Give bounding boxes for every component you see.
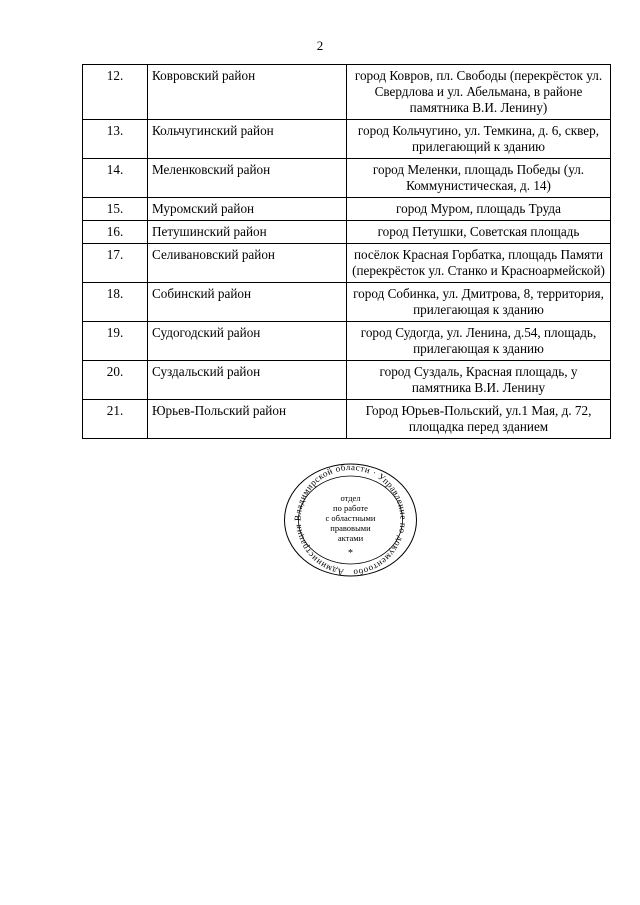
table-row (83, 361, 611, 400)
official-stamp (278, 462, 423, 582)
stamp-line: правовыми (330, 523, 371, 533)
location-address: город Меленки, площадь Победы (ул. Коммунистическая, д. 14) (347, 159, 611, 198)
district-name: Селивановский район (148, 244, 347, 283)
page-number: 2 (316, 38, 324, 53)
district-name: Судогодский район (148, 322, 347, 361)
table-row (83, 198, 611, 221)
district-name: Суздальский район (148, 361, 347, 400)
row-number: 21. (83, 400, 148, 439)
district-name: Ковровский район (148, 65, 347, 120)
location-address: город Судогда, ул. Ленина, д.54, площадь, прилегающая к зданию (347, 322, 611, 361)
location-address: город Ковров, пл. Свободы (перекрёсток ул. Свердлова и ул. Абельмана, в районе памятника В.И. Ленину) (347, 65, 611, 120)
stamp-center (278, 462, 423, 582)
location-address: город Собинка, ул. Дмитрова, 8, территория, прилегающая к зданию (347, 283, 611, 322)
district-name: Петушинский район (148, 221, 347, 244)
row-number: 12. (83, 65, 148, 120)
location-address: город Кольчугино, ул. Темкина, д. 6, сквер, прилегающий к зданию (347, 120, 611, 159)
row-number: 19. (83, 322, 148, 361)
district-name: Юрьев-Польский район (148, 400, 347, 439)
star-icon: * (348, 548, 353, 559)
row-number: 18. (83, 283, 148, 322)
stamp-ring-text: Администрация Владимирской области · Управление по документообо (292, 462, 409, 578)
row-number: 14. (83, 159, 148, 198)
row-number: 16. (83, 221, 148, 244)
stamp-line: отдел (340, 493, 361, 503)
row-number: 15. (83, 198, 148, 221)
district-name: Собинский район (148, 283, 347, 322)
stamp-line: с областными (325, 513, 376, 523)
locations-table (82, 64, 611, 439)
table-row (83, 322, 611, 361)
location-address: посёлок Красная Горбатка, площадь Памяти (перекрёсток ул. Станко и Красноармейской) (347, 244, 611, 283)
location-address: город Суздаль, Красная площадь, у памятника В.И. Ленину (347, 361, 611, 400)
table-row (83, 400, 611, 439)
table-row (83, 283, 611, 322)
location-address: город Петушки, Советская площадь (347, 221, 611, 244)
district-name: Кольчугинский район (148, 120, 347, 159)
table-row (83, 120, 611, 159)
district-name: Муромский район (148, 198, 347, 221)
stamp-line: актами (337, 533, 364, 543)
table-row (83, 221, 611, 244)
table-row (83, 244, 611, 283)
district-name: Меленковский район (148, 159, 347, 198)
location-address: город Муром, площадь Труда (347, 198, 611, 221)
row-number: 13. (83, 120, 148, 159)
location-address: Город Юрьев-Польский, ул.1 Мая, д. 72, площадка перед зданием (347, 400, 611, 439)
row-number: 20. (83, 361, 148, 400)
table-row (83, 65, 611, 120)
table-row (83, 159, 611, 198)
row-number: 17. (83, 244, 148, 283)
stamp-line: по работе (333, 503, 368, 513)
